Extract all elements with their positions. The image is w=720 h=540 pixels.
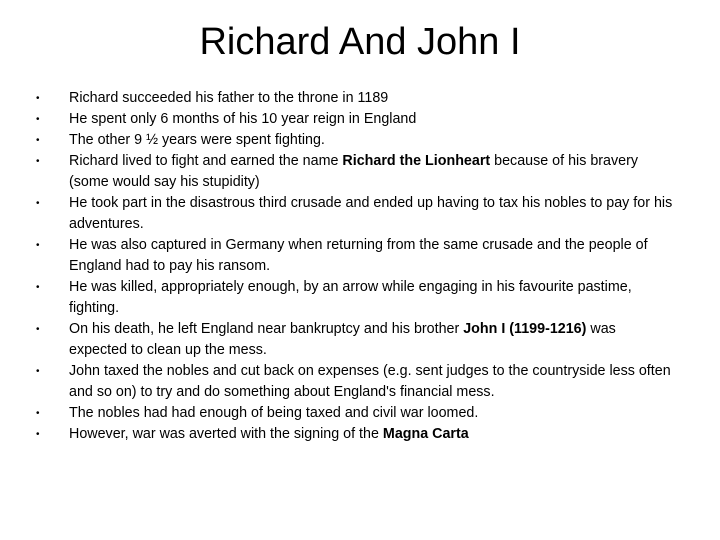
bullet-item	[36, 403, 676, 424]
bullet-item	[36, 193, 676, 235]
bullet-text: John taxed the nobles and cut back on expenses (e.g. sent judges to the countryside less often and so on) to try and do something about England's financial mess.	[69, 363, 671, 400]
bullet-dot-icon: •	[36, 198, 40, 209]
bullet-dot-icon: •	[36, 135, 40, 146]
bullet-item	[36, 319, 676, 361]
bullet-text-bold: John I (1199-1216)	[463, 321, 587, 337]
bullet-item	[36, 109, 676, 130]
bullet-list	[36, 88, 676, 445]
bullet-text-pre: However, war was averted with the signing of the	[69, 426, 383, 442]
bullet-text: He was killed, appropriately enough, by an arrow while engaging in his favourite pastime, fighting.	[69, 279, 632, 316]
bullet-item	[36, 277, 676, 319]
bullet-dot-icon: •	[36, 324, 40, 335]
bullet-text-post: because of his bravery (some would say his stupidity)	[69, 153, 638, 190]
bullet-dot-icon: •	[36, 114, 40, 125]
bullet-text-post: was expected to clean up the mess.	[69, 321, 616, 358]
bullet-text: He took part in the disastrous third crusade and ended up having to tax his nobles to pay for his adventures.	[69, 195, 673, 232]
bullet-text-pre: Richard lived to fight and earned the name	[69, 153, 343, 169]
bullet-text: He spent only 6 months of his 10 year reign in England	[69, 111, 417, 127]
bullet-text-bold: Richard the Lionheart	[342, 153, 491, 169]
bullet-item	[36, 151, 676, 193]
bullet-dot-icon: •	[36, 366, 40, 377]
bullet-text-pre: On his death, he left England near bankruptcy and his brother	[69, 321, 464, 337]
bullet-dot-icon: •	[36, 282, 40, 293]
bullet-text: The other 9 ½ years were spent fighting.	[69, 132, 325, 148]
bullet-item	[36, 424, 676, 445]
bullet-text-bold: Magna Carta	[382, 426, 469, 442]
bullet-item	[36, 88, 676, 109]
slide-title: Richard And John I	[199, 21, 521, 63]
bullet-dot-icon: •	[36, 429, 40, 440]
bullet-item	[36, 130, 676, 151]
bullet-item	[36, 235, 676, 277]
bullet-text: He was also captured in Germany when returning from the same crusade and the people of England had to pay his ransom.	[69, 237, 648, 274]
bullet-dot-icon: •	[36, 93, 40, 104]
bullet-dot-icon: •	[36, 156, 40, 167]
bullet-text: The nobles had had enough of being taxed and civil war loomed.	[69, 405, 479, 421]
bullet-dot-icon: •	[36, 240, 40, 251]
bullet-dot-icon: •	[36, 408, 40, 419]
bullet-text: Richard succeeded his father to the throne in 1189	[69, 90, 389, 106]
bullet-item	[36, 361, 676, 403]
